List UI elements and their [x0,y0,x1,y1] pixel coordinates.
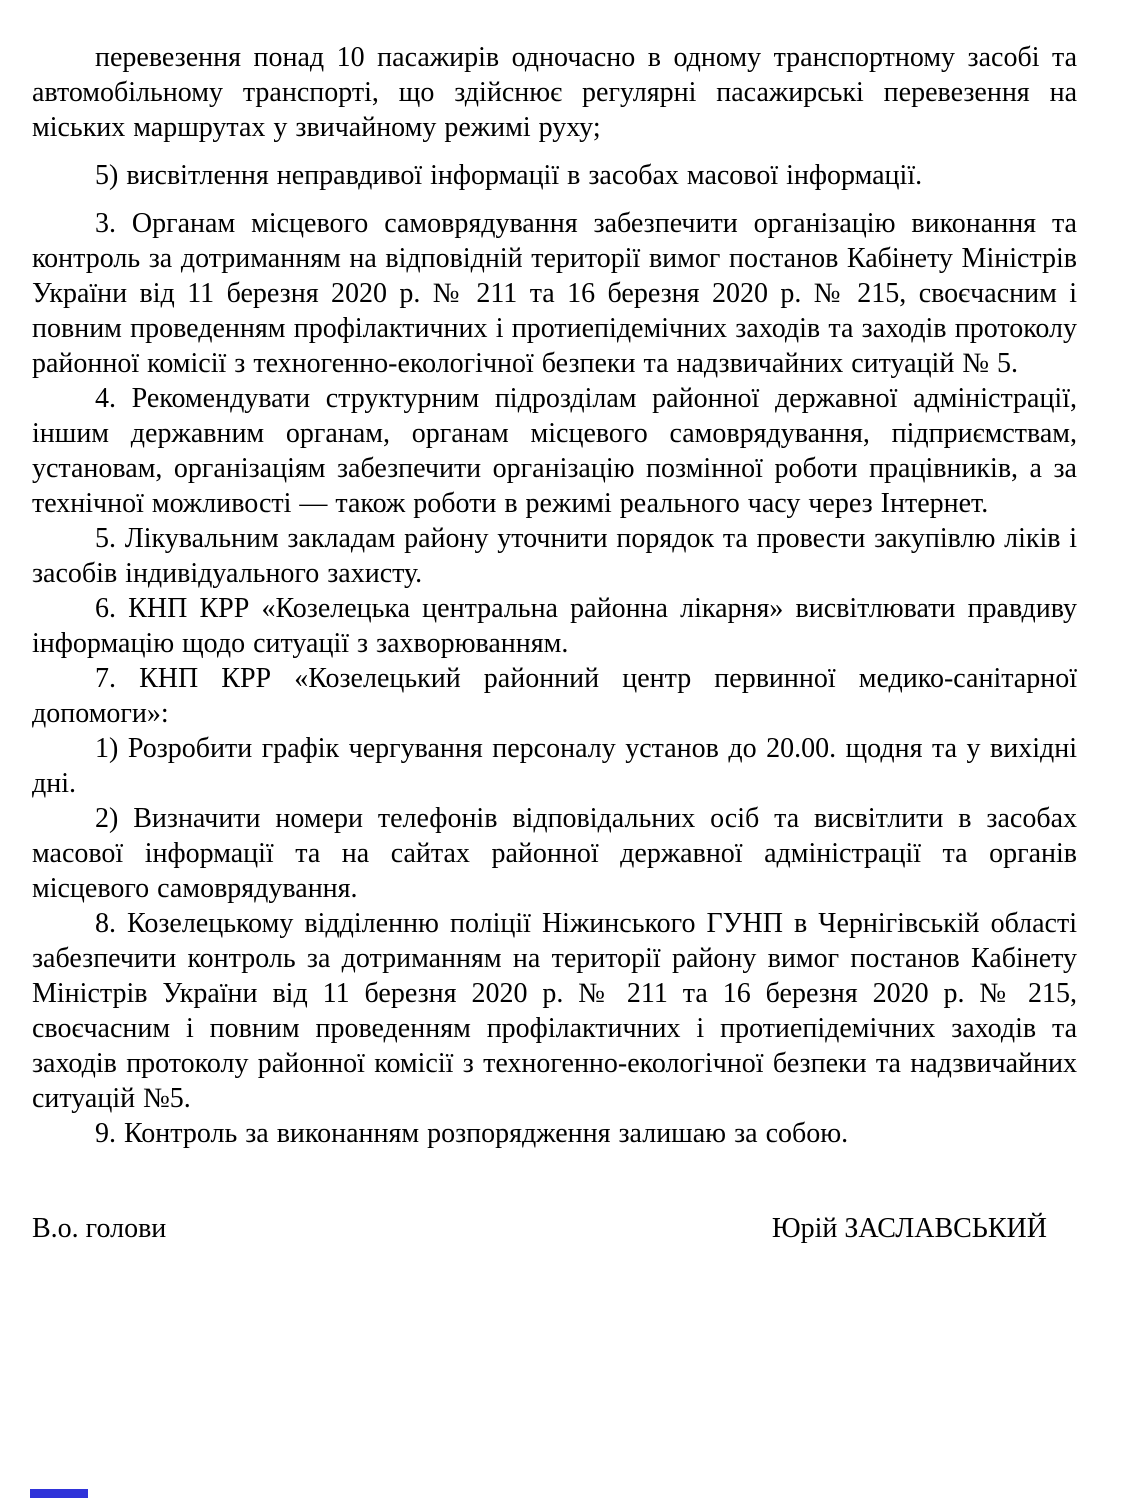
paragraph-item-3: 3. Органам місцевого самоврядування забезпечити організацію виконання та контроль за дотриманням на відповідній території вимог постанов Кабінету Міністрів України від 11 березня 2020 р. № 211 та 16 березня 2020 р. № 215, своєчасним і повним проведенням профілактичних і протиепідемічних заходів та заходів протоколу районної комісії з техногенно-екологічної безпеки та надзвичайних ситуацій № 5. [32,208,1077,379]
paragraph-item-5: 5. Лікувальним закладам району уточнити порядок та провести закупівлю ліків і засобів індивідуального захисту. [32,523,1077,589]
paragraph-item-8: 8. Козелецькому відділенню поліції Ніжинського ГУНП в Чернігівській області забезпечити контроль за дотриманням на території району вимог постанов Кабінету Міністрів України від 11 березня 2020 р. № 211 та 16 березня 2020 р. № 215, своєчасним і повним проведенням профілактичних і протиепідемічних заходів та заходів протоколу районної комісії з техногенно-екологічної безпеки та надзвичайних ситуацій №5. [32,908,1077,1114]
paragraph-transport-continued: перевезення понад 10 пасажирів одночасно в одному транспортному засобі та автомобільному транспорті, що здійснює регулярні пасажирські перевезення на міських маршрутах у звичайному режимі руху; [32,42,1077,143]
signature-row [32,1211,1077,1246]
paragraph-item-6: 6. КНП КРР «Козелецька центральна районна лікарня» висвітлювати правдиву інформацію щодо ситуації з захворюванням. [32,593,1077,659]
paragraph-item-7-sub-1: 1) Розробити графік чергування персоналу установ до 20.00. щодня та у вихідні дні. [32,733,1077,799]
signature-position: В.о. голови [32,1213,167,1244]
paragraph-item-7-sub-2: 2) Визначити номери телефонів відповідальних осіб та висвітлити в засобах масової інформації та на сайтах районної державної адміністрації та органів місцевого самоврядування. [32,803,1077,904]
paragraph-item-7: 7. КНП КРР «Козелецький районний центр первинної медико-санітарної допомоги»: [32,663,1077,729]
signature-name: Юрій ЗАСЛАВСЬКИЙ [771,1213,1047,1244]
paragraph-item-5-subpoint: 5) висвітлення неправдивої інформації в засобах масової інформації. [95,160,923,191]
paragraph-item-9: 9. Контроль за виконанням розпорядження залишаю за собою. [95,1118,849,1149]
paragraph-item-4: 4. Рекомендувати структурним підрозділам районної державної адміністрації, іншим державним органам, органам місцевого самоврядування, підприємствам, установам, організаціям забезпечити організацію позмінної роботи працівників, а за технічної можливості — також роботи в режимі реального часу через Інтернет. [32,383,1077,519]
document-body [32,40,1077,1246]
footer-mark [30,1489,88,1498]
